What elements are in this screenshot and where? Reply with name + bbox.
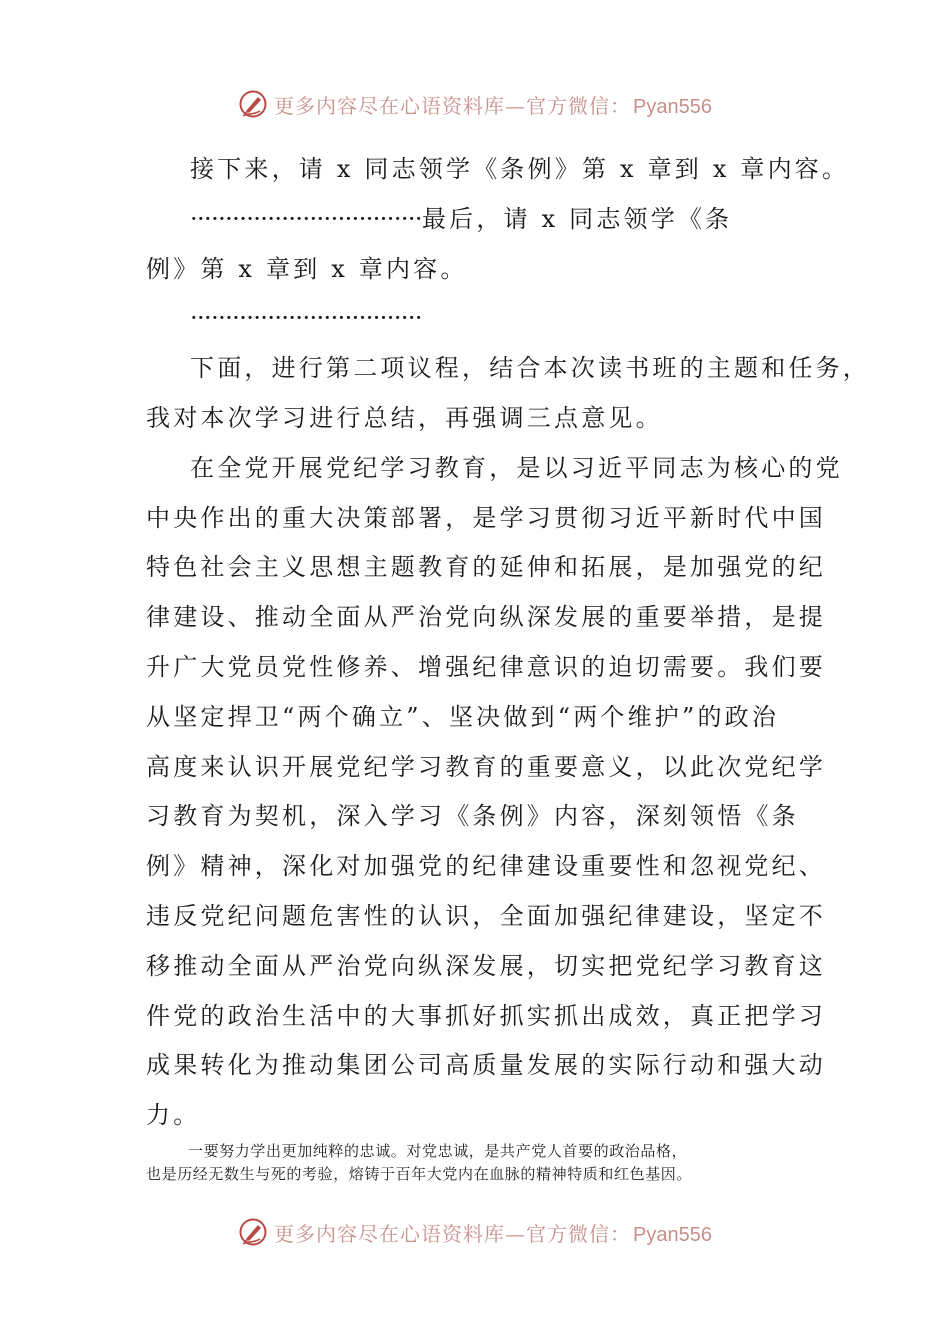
body-line: 高度来认识开展党纪学习教育的重要意义，以此次党纪学 (146, 752, 826, 781)
leader-dots: ································· (190, 304, 422, 333)
body-line: 升广大党员党性修养、增强纪律意识的迫切需要。我们要 (146, 652, 826, 681)
body-line: 力。 (146, 1101, 201, 1130)
body-line: 我对本次学习进行总结，再强调三点意见。 (146, 403, 663, 432)
body-line: 从坚定捍卫“两个确立”、坚决做到“两个维护”的政治 (146, 702, 780, 731)
watermark-text: 更多内容尽在心语资料库—官方微信： Pyan556 (274, 93, 712, 118)
note-line: 也是历经无数生与死的考验，熔铸于百年大党内在血脉的精神特质和红色基因。 (146, 1165, 693, 1183)
body-line: 违反党纪问题危害性的认识，全面加强纪律建设，坚定不 (146, 901, 826, 930)
body-line: 律建设、推动全面从严治党向纵深发展的重要举措，是提 (146, 603, 826, 632)
body-line (146, 195, 816, 245)
body-line: 下面，进行第二项议程，结合本次读书班的主题和任务， (190, 354, 870, 383)
body-line: 例》精神，深化对加强党的纪律建设重要性和忽视党纪、 (146, 852, 826, 881)
body-line: 接下来，请 x 同志领学《条例》第 x 章到 x 章内容。 (190, 155, 850, 183)
pen-logo-icon (238, 89, 268, 119)
body-line: 中央作出的重大决策部署，是学习贯彻习近平新时代中国 (146, 503, 826, 532)
leader-dots: ································· (190, 204, 422, 233)
note-line: 一要努力学出更加纯粹的忠诚。对党忠诚，是共产党人首要的政治品格， (188, 1142, 688, 1160)
body-line: 成果转化为推动集团公司高质量发展的实际行动和强大动 (146, 1051, 826, 1080)
document-body (146, 145, 870, 1141)
watermark-text: 更多内容尽在心语资料库—官方微信： Pyan556 (274, 1221, 712, 1246)
watermark-wechat-id: Pyan556 (633, 1223, 712, 1246)
watermark-footer (0, 1212, 950, 1252)
body-line: 件党的政治生活中的大事抓好抓实抓出成效，真正把学习 (146, 1001, 826, 1030)
watermark-wechat-id: Pyan556 (633, 95, 712, 118)
body-line: 例》第 x 章到 x 章内容。 (146, 254, 468, 283)
body-line: 移推动全面从严治党向纵深发展，切实把党纪学习教育这 (146, 951, 826, 980)
body-line: 在全党开展党纪学习教育，是以习近平同志为核心的党 (190, 453, 843, 482)
watermark-header (0, 84, 950, 124)
body-line-text: 最后，请 x 同志领学《条 (421, 204, 733, 233)
body-line: 习教育为契机，深入学习《条例》内容，深刻领悟《条 (146, 802, 799, 831)
small-print-note (146, 1140, 816, 1186)
body-line (146, 294, 816, 344)
pen-logo-icon (238, 1217, 268, 1247)
body-line: 特色社会主义思想主题教育的延伸和拓展，是加强党的纪 (146, 553, 826, 582)
